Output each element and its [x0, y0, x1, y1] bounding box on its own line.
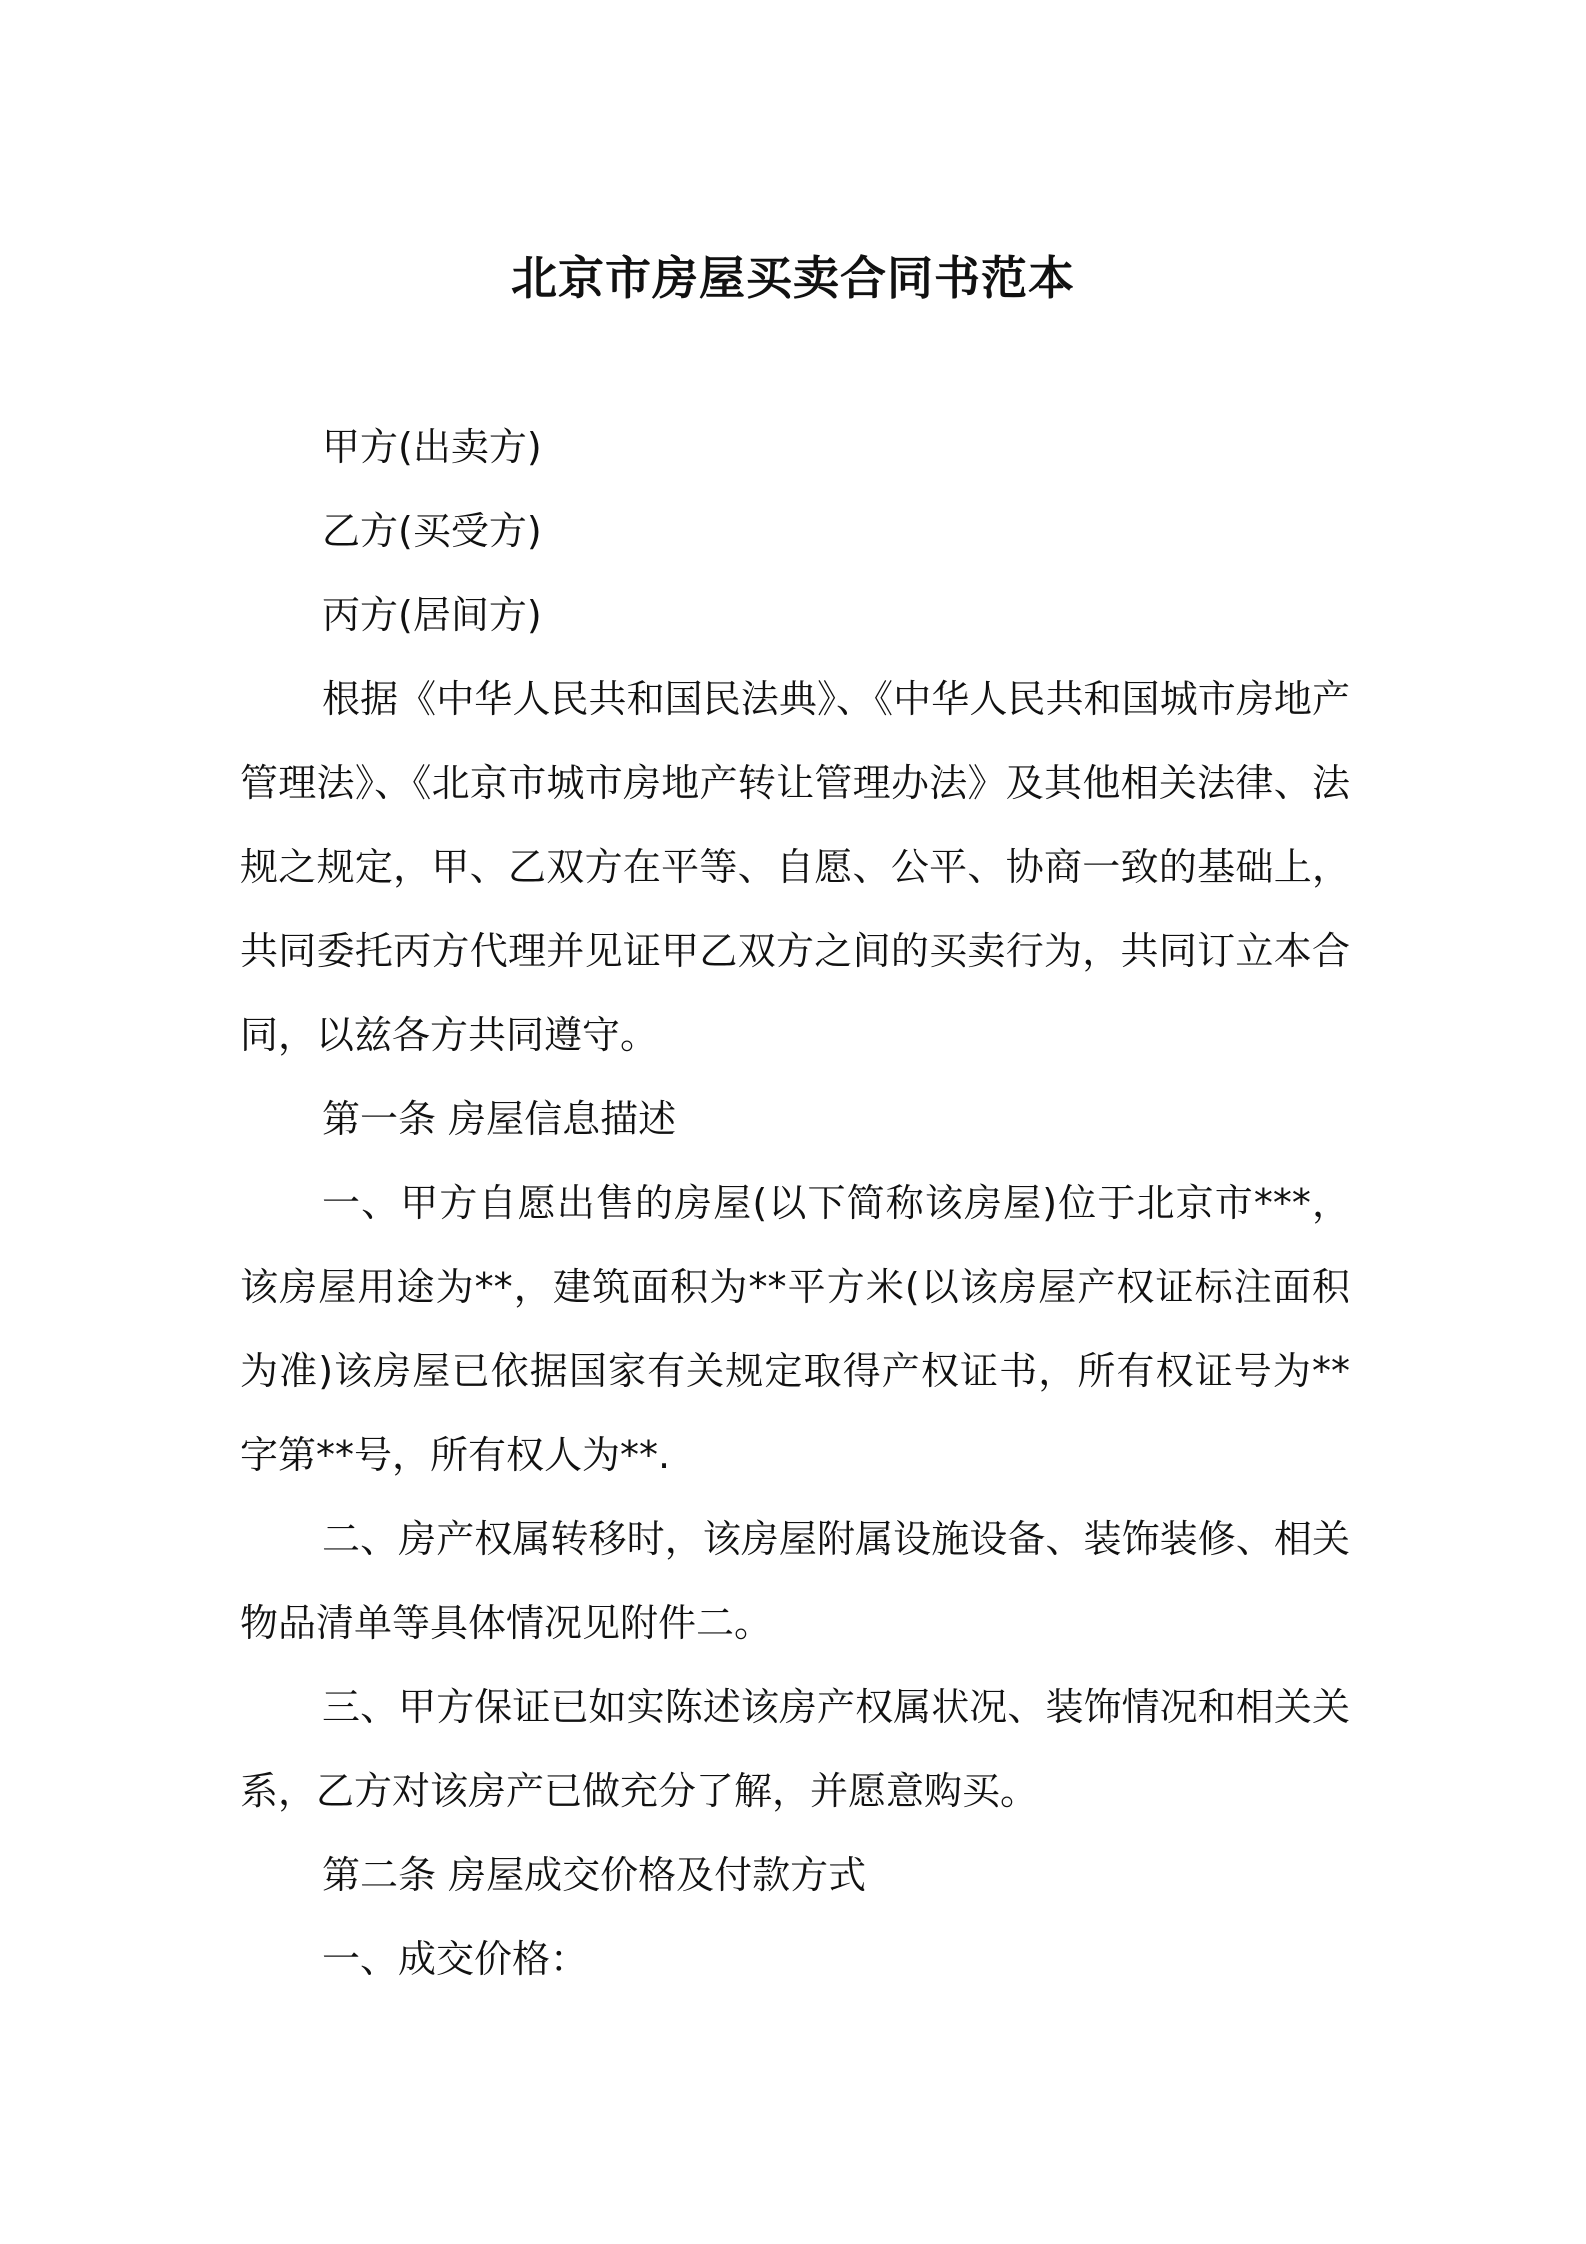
article-1-item-2: 二、房产权属转移时，该房屋附属设施设备、装饰装修、相关物品清单等具体情况见附件二。	[240, 1517, 1350, 1645]
article-2-item-1: 一、成交价格：	[322, 1937, 589, 1981]
party-c-line: 丙方(居间方)	[322, 593, 542, 637]
document-title: 北京市房屋买卖合同书范本	[511, 250, 1075, 305]
article-2-heading: 第二条 房屋成交价格及付款方式	[322, 1853, 867, 1897]
preamble-paragraph: 根据《中华人民共和国民法典》、《中华人民共和国城市房地产管理法》、《北京市城市房地产转让管理办法》及其他相关法律、法规之规定，甲、乙双方在平等、自愿、公平、协商一致的基础上，共同委托丙方代理并见证甲乙双方之间的买卖行为，共同订立本合同，以兹各方共同遵守。	[240, 677, 1350, 1057]
contract-body	[240, 405, 1350, 2001]
article-1-item-1: 一、甲方自愿出售的房屋(以下简称该房屋)位于北京市***，该房屋用途为**，建筑面积为**平方米(以该房屋产权证标注面积为准)该房屋已依据国家有关规定取得产权证书，所有权证号为**字第**号，所有权人为**.	[240, 1181, 1350, 1477]
party-b-line: 乙方(买受方)	[322, 509, 542, 553]
article-1-heading: 第一条 房屋信息描述	[322, 1097, 677, 1141]
party-a-line: 甲方(出卖方)	[322, 425, 542, 469]
article-1-item-3: 三、甲方保证已如实陈述该房产权属状况、装饰情况和相关关系，乙方对该房产已做充分了解，并愿意购买。	[240, 1685, 1350, 1813]
